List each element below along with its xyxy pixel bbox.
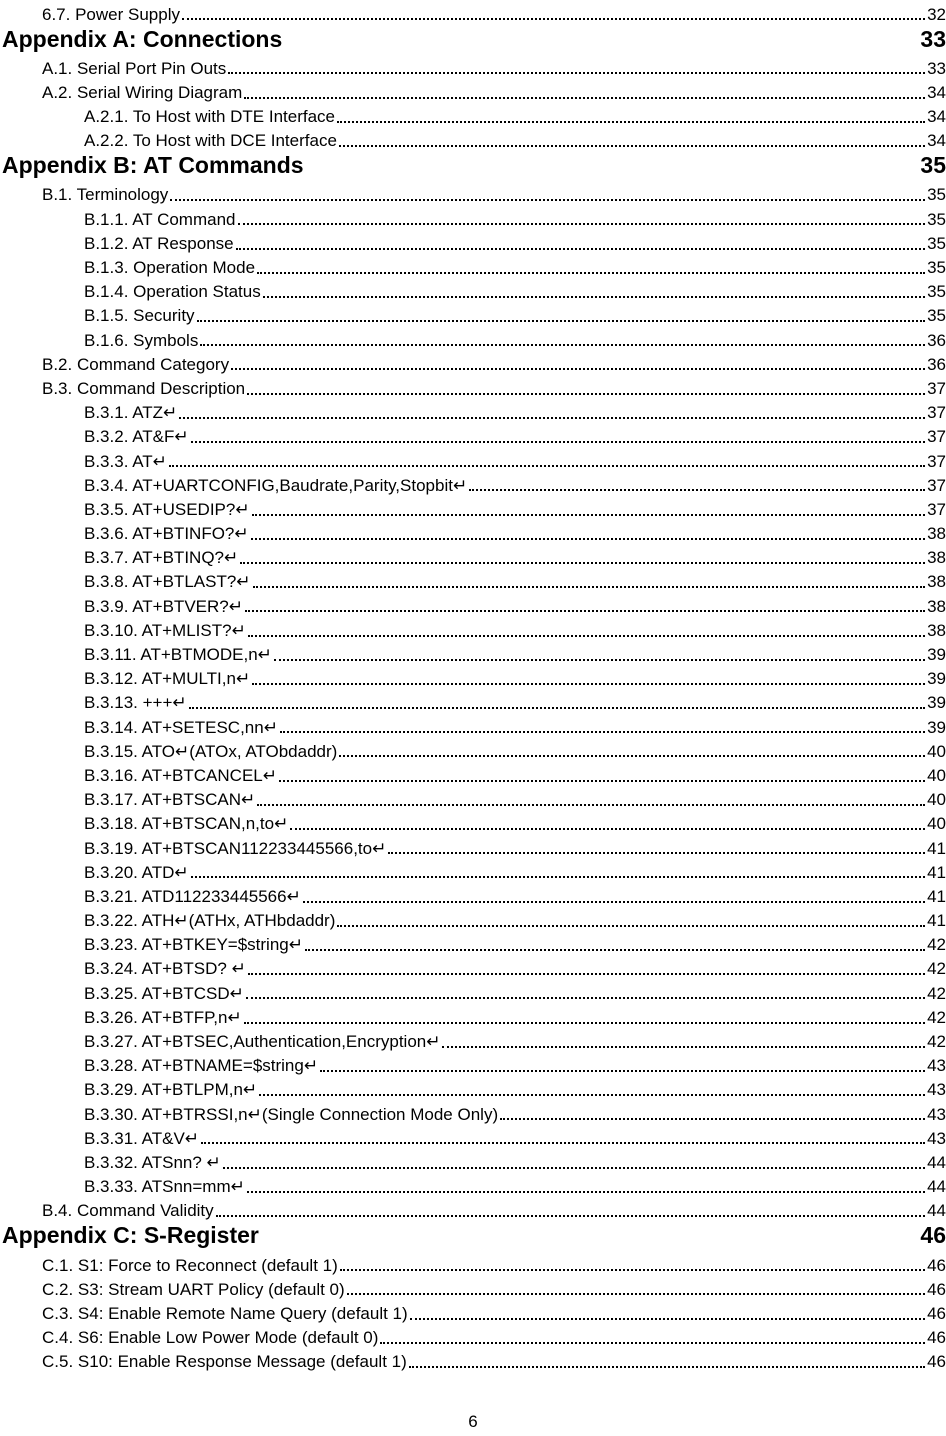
toc-entry[interactable] bbox=[0, 1052, 946, 1076]
dot-leader bbox=[257, 794, 925, 806]
dot-leader bbox=[290, 818, 925, 830]
toc-entry[interactable] bbox=[0, 54, 946, 78]
dot-leader bbox=[197, 310, 926, 322]
page-number: 6 bbox=[468, 1412, 478, 1431]
toc-entry-page: 41 bbox=[927, 862, 946, 882]
toc-entry-title: B.3.29. AT+BTLPM,n↵ bbox=[84, 1080, 258, 1100]
toc-entry-title: B.4. Command Validity bbox=[42, 1201, 214, 1221]
toc-entry-page: 37 bbox=[927, 499, 946, 519]
toc-entry-page: 38 bbox=[927, 596, 946, 616]
toc-entry-title: B.3.15. ATO↵(ATOx, ATObdaddr) bbox=[84, 741, 338, 761]
toc-entry-title: Appendix A: Connections bbox=[2, 25, 283, 52]
toc-entry-title: B.3.22. ATH↵(ATHx, ATHbdaddr) bbox=[84, 911, 336, 931]
toc-entry-page: 42 bbox=[927, 1032, 946, 1051]
toc-entry-title: A.1. Serial Port Pin Outs bbox=[42, 58, 227, 78]
toc-entry-page: 46 bbox=[920, 1222, 946, 1249]
toc-entry-page: 40 bbox=[927, 790, 946, 810]
toc-entry-title: C.2. S3: Stream UART Policy (default 0) bbox=[42, 1279, 345, 1299]
toc-entry[interactable] bbox=[0, 810, 946, 834]
toc-entry-title: B.3.32. ATSnn? ↵ bbox=[84, 1152, 221, 1172]
toc-entry[interactable] bbox=[0, 544, 946, 568]
toc-entry-page: 37 bbox=[927, 378, 946, 398]
toc-entry-title: A.2.1. To Host with DTE Interface bbox=[84, 107, 336, 127]
toc-entry-page: 43 bbox=[927, 1104, 946, 1124]
toc-entry-title: B.3.2. AT&F↵ bbox=[84, 427, 189, 447]
dot-leader bbox=[410, 1308, 925, 1320]
dot-leader bbox=[303, 891, 925, 903]
toc-entry[interactable] bbox=[0, 103, 946, 127]
dot-leader bbox=[305, 939, 925, 951]
toc-entry-page: 44 bbox=[927, 1152, 946, 1172]
toc-entry-title: B.3.4. AT+UARTCONFIG,Baudrate,Parity,Stopbit↵ bbox=[84, 475, 468, 495]
toc-entry-page: 38 bbox=[927, 548, 946, 568]
dot-leader bbox=[274, 649, 925, 661]
dot-leader bbox=[169, 455, 925, 467]
toc-entry-title: B.1.6. Symbols bbox=[84, 330, 199, 350]
toc-entry-page: 46 bbox=[927, 1255, 946, 1275]
dot-leader bbox=[337, 111, 925, 123]
toc-entry[interactable] bbox=[0, 350, 946, 374]
toc-entry-title: B.3.14. AT+SETESC,nn↵ bbox=[84, 717, 278, 737]
toc-entry-page: 37 bbox=[927, 475, 946, 495]
dot-leader bbox=[244, 1012, 925, 1024]
dot-leader bbox=[339, 135, 925, 147]
toc-entry-title: B.1.1. AT Command bbox=[84, 209, 236, 229]
toc-entry-page: 32 bbox=[927, 4, 946, 24]
toc-entry-page: 40 bbox=[927, 741, 946, 761]
toc-entry-page: 43 bbox=[927, 1080, 946, 1100]
toc-entry[interactable] bbox=[0, 665, 946, 689]
toc-entry-page: 42 bbox=[927, 1007, 946, 1027]
toc-entry-title: B.1.5. Security bbox=[84, 306, 195, 326]
toc-entry[interactable] bbox=[0, 737, 946, 761]
toc-entry-title: B.3.6. AT+BTINFO?↵ bbox=[84, 524, 249, 544]
toc-entry[interactable] bbox=[0, 1124, 946, 1148]
dot-leader bbox=[380, 1332, 925, 1344]
toc-entry-title: B.1.3. Operation Mode bbox=[84, 258, 256, 277]
toc-entry[interactable] bbox=[0, 786, 946, 810]
toc-entry[interactable] bbox=[0, 0, 946, 24]
dot-leader bbox=[170, 189, 925, 201]
dot-leader bbox=[252, 673, 925, 685]
dot-leader bbox=[261, 1229, 919, 1239]
dot-leader bbox=[248, 963, 925, 975]
toc-entry[interactable] bbox=[0, 858, 946, 882]
toc-entry-page: 43 bbox=[927, 1128, 946, 1148]
toc-entry-page: 37 bbox=[927, 427, 946, 447]
toc-entry-title: B.1.4. Operation Status bbox=[84, 282, 261, 302]
toc-entry-page: 34 bbox=[927, 131, 946, 151]
dot-leader bbox=[253, 576, 926, 588]
dot-leader bbox=[339, 745, 925, 757]
toc-entry-title: B.3.9. AT+BTVER?↵ bbox=[84, 596, 243, 616]
toc-entry[interactable] bbox=[0, 495, 946, 519]
toc-entry-title: C.1. S1: Force to Reconnect (default 1) bbox=[42, 1255, 338, 1275]
dot-leader bbox=[244, 87, 925, 99]
toc-entry-page: 41 bbox=[927, 838, 946, 858]
toc-entry[interactable] bbox=[0, 1003, 946, 1027]
toc-entry[interactable] bbox=[0, 641, 946, 665]
dot-leader bbox=[245, 600, 925, 612]
toc-entry[interactable] bbox=[0, 761, 946, 785]
toc-entry-page: 35 bbox=[927, 258, 946, 277]
toc-entry[interactable] bbox=[0, 447, 946, 471]
toc-entry-page: 35 bbox=[920, 152, 946, 179]
toc-entry-page: 46 bbox=[927, 1352, 946, 1372]
toc-entry[interactable] bbox=[0, 955, 946, 979]
dot-leader bbox=[252, 504, 925, 516]
toc-entry-title: B.3.27. AT+BTSEC,Authentication,Encryption↵ bbox=[84, 1032, 441, 1051]
toc-entry-title: B.3.5. AT+USEDIP?↵ bbox=[84, 499, 250, 519]
toc-entry-title: B.3.28. AT+BTNAME=$string↵ bbox=[84, 1056, 319, 1076]
toc-entry[interactable] bbox=[0, 423, 946, 447]
toc-entry-title: B.3. Command Description bbox=[42, 378, 246, 398]
dot-leader bbox=[248, 625, 925, 637]
dot-leader bbox=[236, 238, 925, 250]
dot-leader bbox=[216, 1205, 925, 1217]
toc-appendix-entry[interactable] bbox=[0, 1221, 946, 1251]
toc-entry-title: B.3.23. AT+BTKEY=$string↵ bbox=[84, 935, 303, 955]
dot-leader bbox=[284, 32, 918, 42]
toc-entry[interactable] bbox=[0, 979, 946, 1003]
toc-entry-page: 37 bbox=[927, 451, 946, 471]
toc-entry-page: 36 bbox=[927, 354, 946, 374]
dot-leader bbox=[179, 407, 925, 419]
toc-entry-page: 44 bbox=[927, 1201, 946, 1221]
toc-appendix-entry[interactable] bbox=[0, 24, 946, 54]
toc-entry-title: B.3.24. AT+BTSD? ↵ bbox=[84, 959, 246, 979]
toc-entry-title: C.5. S10: Enable Response Message (default 1) bbox=[42, 1352, 407, 1372]
toc-entry-title: B.3.19. AT+BTSCAN112233445566,to↵ bbox=[84, 838, 387, 858]
toc-entry-title: A.2.2. To Host with DCE Interface bbox=[84, 131, 337, 151]
toc-entry-title: B.3.33. ATSnn=mm↵ bbox=[84, 1177, 245, 1197]
toc-entry[interactable] bbox=[0, 471, 946, 495]
dot-leader bbox=[337, 915, 925, 927]
toc-entry[interactable] bbox=[0, 1275, 946, 1299]
toc-entry-title: C.3. S4: Enable Remote Name Query (default 1) bbox=[42, 1303, 408, 1323]
toc-entry-title: C.4. S6: Enable Low Power Mode (default 0) bbox=[42, 1328, 379, 1348]
dot-leader bbox=[340, 1259, 925, 1271]
toc-entry-title: B.3.17. AT+BTSCAN↵ bbox=[84, 790, 256, 810]
toc-entry-page: 41 bbox=[927, 911, 946, 931]
toc-entry[interactable] bbox=[0, 302, 946, 326]
dot-leader bbox=[257, 262, 925, 274]
toc-entry[interactable] bbox=[0, 1028, 946, 1052]
toc-entry-title: B.3.3. AT↵ bbox=[84, 451, 167, 471]
toc-entry[interactable] bbox=[0, 229, 946, 253]
toc-entry-page: 39 bbox=[927, 717, 946, 737]
dot-leader bbox=[223, 1157, 925, 1169]
dot-leader bbox=[191, 866, 925, 878]
toc-entry[interactable] bbox=[0, 399, 946, 423]
toc-entry[interactable] bbox=[0, 326, 946, 350]
toc-entry-page: 34 bbox=[927, 82, 946, 102]
dot-leader bbox=[246, 987, 925, 999]
toc-entry-title: B.3.21. ATD112233445566↵ bbox=[84, 886, 301, 906]
toc-entry[interactable] bbox=[0, 568, 946, 592]
dot-leader bbox=[280, 721, 925, 733]
toc-entry[interactable] bbox=[0, 1197, 946, 1221]
dot-leader bbox=[388, 842, 925, 854]
toc-entry-page: 35 bbox=[927, 282, 946, 302]
toc-entry[interactable] bbox=[0, 1100, 946, 1124]
toc-entry-page: 39 bbox=[927, 645, 946, 664]
toc-entry-page: 35 bbox=[927, 306, 946, 326]
toc-entry-title: B.3.10. AT+MLIST?↵ bbox=[84, 620, 246, 640]
dot-leader bbox=[259, 1084, 925, 1096]
toc-entry[interactable] bbox=[0, 1324, 946, 1348]
toc-entry-title: Appendix B: AT Commands bbox=[2, 152, 304, 179]
toc-entry-page: 46 bbox=[927, 1328, 946, 1348]
dot-leader bbox=[320, 1060, 925, 1072]
toc-entry-title: Appendix C: S-Register bbox=[2, 1222, 259, 1249]
toc-entry-page: 33 bbox=[927, 58, 946, 78]
toc-entry-title: B.3.26. AT+BTFP,n↵ bbox=[84, 1007, 242, 1027]
toc-entry-page: 40 bbox=[927, 765, 946, 785]
toc-entry[interactable] bbox=[0, 907, 946, 931]
toc-entry[interactable] bbox=[0, 1299, 946, 1323]
toc-entry-page: 44 bbox=[927, 1177, 946, 1197]
toc-entry-title: B.3.7. AT+BTINQ?↵ bbox=[84, 548, 239, 568]
dot-leader bbox=[200, 334, 925, 346]
toc-entry[interactable] bbox=[0, 374, 946, 398]
dot-leader bbox=[238, 213, 926, 225]
toc-entry[interactable] bbox=[0, 127, 946, 151]
toc-entry-title: B.3.18. AT+BTSCAN,n,to↵ bbox=[84, 814, 289, 834]
toc-entry-page: 35 bbox=[927, 209, 946, 229]
toc-entry-title: B.1.2. AT Response bbox=[84, 233, 234, 253]
dot-leader bbox=[201, 1132, 925, 1144]
toc-entry-title: B.3.8. AT+BTLAST?↵ bbox=[84, 572, 251, 592]
toc-appendix-entry[interactable] bbox=[0, 151, 946, 181]
dot-leader bbox=[347, 1283, 925, 1295]
toc-entry-page: 38 bbox=[927, 524, 946, 544]
toc-entry-page: 36 bbox=[927, 330, 946, 350]
toc-entry-page: 35 bbox=[927, 233, 946, 253]
toc-entry-page: 33 bbox=[920, 25, 946, 52]
toc-entry[interactable] bbox=[0, 520, 946, 544]
dot-leader bbox=[247, 1181, 925, 1193]
toc-entry-page: 35 bbox=[927, 185, 946, 205]
toc-entry-title: B.3.12. AT+MULTI,n↵ bbox=[84, 669, 251, 689]
dot-leader bbox=[469, 479, 925, 491]
toc-entry-title: B.3.30. AT+BTRSSI,n↵(Single Connection Mode Only) bbox=[84, 1104, 499, 1124]
toc-entry[interactable] bbox=[0, 1251, 946, 1275]
toc-entry[interactable] bbox=[0, 931, 946, 955]
dot-leader bbox=[263, 286, 925, 298]
toc-entry[interactable] bbox=[0, 1173, 946, 1197]
dot-leader bbox=[228, 62, 925, 74]
toc-entry-title: B.3.16. AT+BTCANCEL↵ bbox=[84, 765, 277, 785]
dot-leader bbox=[191, 431, 925, 443]
toc-entry-page: 34 bbox=[927, 107, 946, 127]
toc-entry-title: B.2. Command Category bbox=[42, 354, 230, 374]
dot-leader bbox=[442, 1036, 925, 1048]
toc-entry[interactable] bbox=[0, 205, 946, 229]
toc-entry-title: A.2. Serial Wiring Diagram bbox=[42, 82, 243, 102]
toc-entry[interactable] bbox=[0, 181, 946, 205]
toc-entry-title: B.3.31. AT&V↵ bbox=[84, 1128, 200, 1148]
dot-leader bbox=[231, 358, 925, 370]
toc-entry-page: 42 bbox=[927, 935, 946, 955]
dot-leader bbox=[240, 552, 925, 564]
toc-entry[interactable] bbox=[0, 689, 946, 713]
toc-entry-title: B.3.13. +++↵ bbox=[84, 693, 187, 713]
toc-entry[interactable] bbox=[0, 616, 946, 640]
toc-entry-page: 39 bbox=[927, 693, 946, 713]
toc-entry-title: B.3.25. AT+BTCSD↵ bbox=[84, 983, 244, 1003]
toc-entry-page: 40 bbox=[927, 814, 946, 834]
dot-leader bbox=[251, 528, 925, 540]
toc-entry[interactable] bbox=[0, 1148, 946, 1172]
toc-entry[interactable] bbox=[0, 713, 946, 737]
toc-entry-page: 39 bbox=[927, 669, 946, 689]
dot-leader bbox=[306, 159, 919, 169]
toc-entry[interactable] bbox=[0, 254, 946, 278]
toc-entry-page: 43 bbox=[927, 1056, 946, 1076]
toc-entry[interactable] bbox=[0, 78, 946, 102]
toc-entry-title: B.3.11. AT+BTMODE,n↵ bbox=[84, 645, 272, 664]
toc-entry-title: B.3.1. ATZ↵ bbox=[84, 403, 178, 423]
dot-leader bbox=[189, 697, 925, 709]
toc-entry-page: 46 bbox=[927, 1279, 946, 1299]
toc-entry-page: 42 bbox=[927, 983, 946, 1003]
toc-entry[interactable] bbox=[0, 1348, 946, 1372]
toc-entry-title: 6.7. Power Supply bbox=[42, 4, 180, 24]
toc-entry-title: B.3.20. ATD↵ bbox=[84, 862, 189, 882]
toc-entry[interactable] bbox=[0, 592, 946, 616]
toc-entry-page: 46 bbox=[927, 1303, 946, 1323]
toc-entry[interactable] bbox=[0, 278, 946, 302]
toc-entry-page: 38 bbox=[927, 620, 946, 640]
dot-leader bbox=[279, 770, 925, 782]
dot-leader bbox=[247, 383, 925, 395]
toc-entry[interactable] bbox=[0, 834, 946, 858]
dot-leader bbox=[409, 1356, 925, 1368]
dot-leader bbox=[500, 1108, 925, 1120]
dot-leader bbox=[182, 8, 925, 20]
toc-entry-page: 41 bbox=[927, 886, 946, 906]
toc-entry[interactable] bbox=[0, 1076, 946, 1100]
toc-entry-page: 38 bbox=[927, 572, 946, 592]
toc-entry-page: 37 bbox=[927, 403, 946, 423]
toc-entry-title: B.1. Terminology bbox=[42, 185, 169, 205]
toc-entry[interactable] bbox=[0, 882, 946, 906]
toc-entry-page: 42 bbox=[927, 959, 946, 979]
